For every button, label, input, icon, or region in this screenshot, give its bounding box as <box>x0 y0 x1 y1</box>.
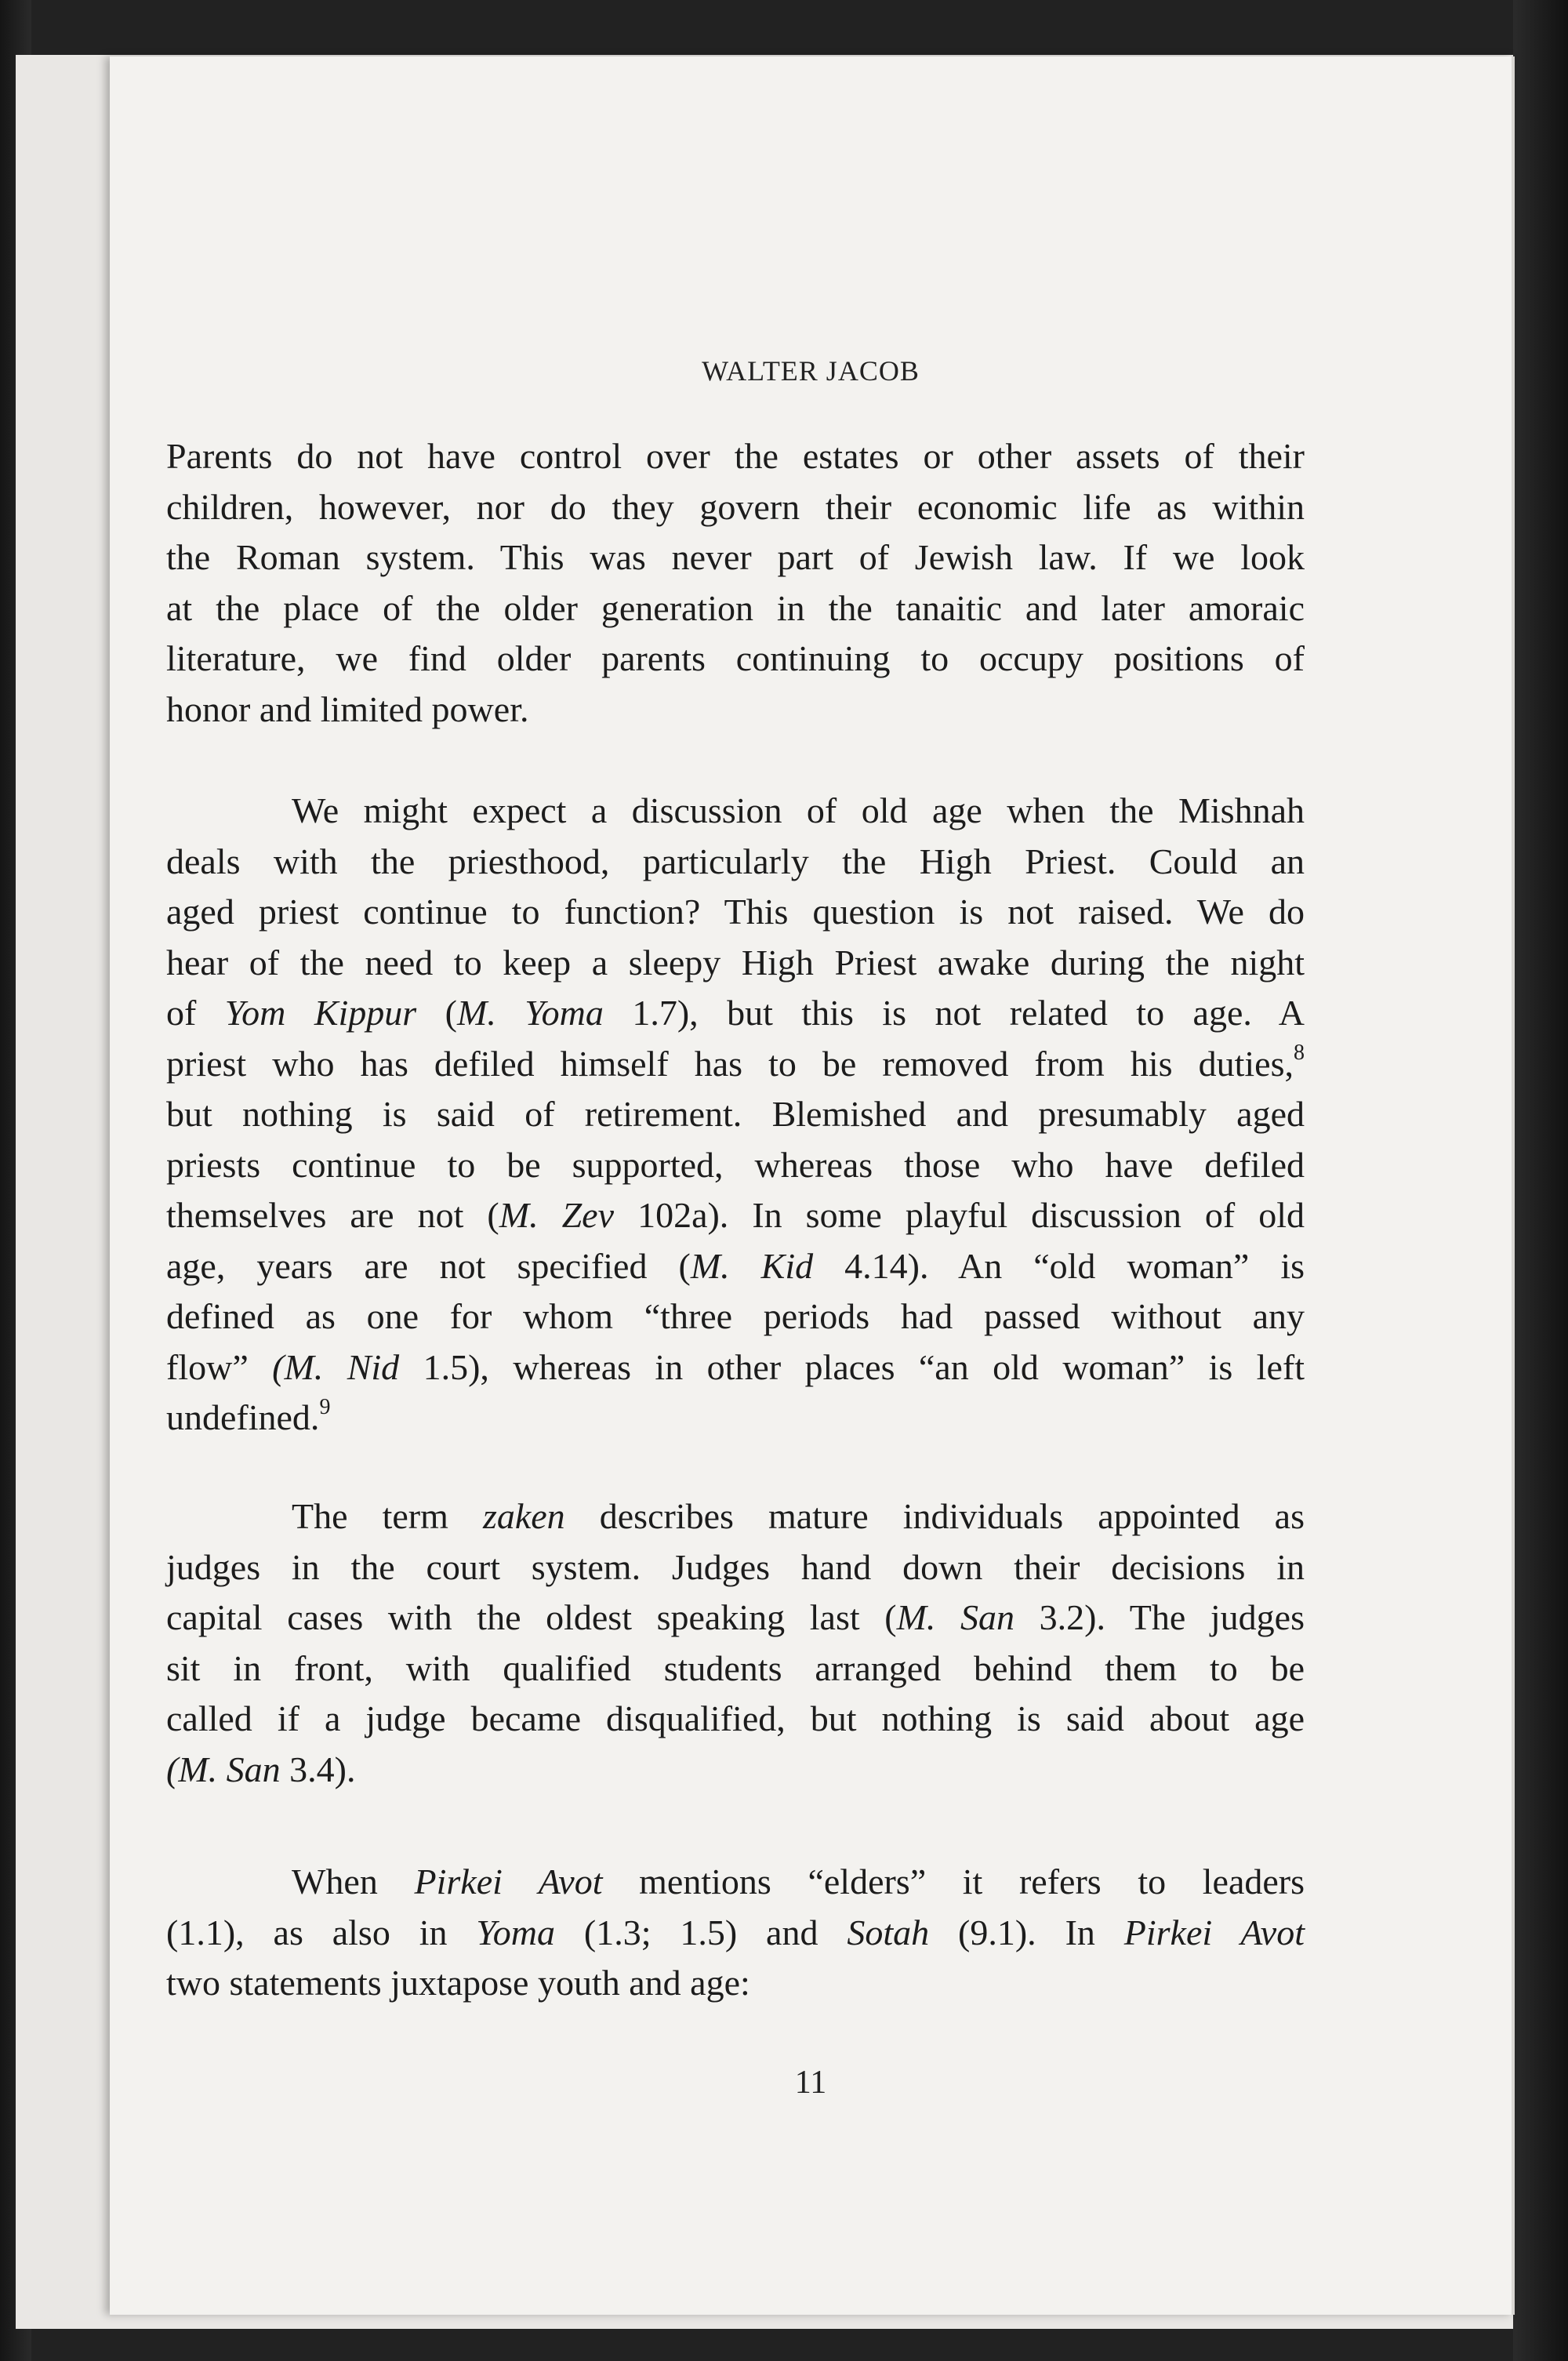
text-line <box>166 1393 1305 1444</box>
italic-title: Yom Kippur <box>224 993 417 1033</box>
text-line: the Roman system. This was never part of Jewish law. If we look <box>166 537 1305 577</box>
footnote-marker: 9 <box>319 1394 331 1419</box>
text-line <box>166 1342 1305 1393</box>
text-line: sit in front, with qualified students arranged behind them to be <box>166 1647 1305 1688</box>
text-line <box>166 1241 1305 1292</box>
italic-title: Sotah <box>847 1912 930 1952</box>
italic-title: Pirkei Avot <box>414 1862 603 1902</box>
paragraph-3 <box>166 1491 1305 1795</box>
page-number: 11 <box>794 2065 827 2101</box>
text-run: ( <box>416 993 458 1033</box>
text-line: literature, we find older parents continuing to occupy positions of <box>166 638 1305 678</box>
text-line <box>166 1491 1305 1542</box>
text-line: deals with the priesthood, particularly the High Priest. Could an <box>166 841 1305 881</box>
text-run: 102a). In some playful discussion of old <box>614 1195 1305 1235</box>
text-run: undefined. <box>166 1397 320 1437</box>
text-run: (1.3; 1.5) and <box>554 1912 848 1952</box>
text-line: but nothing is said of retirement. Blemished and presumably aged <box>166 1094 1305 1134</box>
paragraph-1 <box>166 431 1305 735</box>
italic-title: Pirkei Avot <box>1123 1912 1305 1952</box>
text-run: priest who has defiled himself has to be removed from his duties, <box>166 1043 1294 1084</box>
text-line: at the place of the older generation in the tanaitic and later amoraic <box>166 587 1305 628</box>
italic-citation: M. Yoma <box>457 993 604 1033</box>
text-run: of <box>166 993 225 1033</box>
paragraph-2 <box>166 786 1305 1444</box>
text-run: themselves are not ( <box>166 1195 499 1235</box>
text-line <box>166 1908 1305 1959</box>
footnote-marker: 8 <box>1294 1041 1305 1066</box>
text-run: capital cases with the oldest speaking last ( <box>166 1597 897 1637</box>
text-run: 3.2). The judges <box>1014 1597 1305 1637</box>
italic-citation: M. Zev <box>499 1195 615 1235</box>
text-run: (1.1), as also in <box>166 1912 477 1952</box>
text-run: describes mature individuals appointed as <box>564 1496 1305 1536</box>
italic-term: zaken <box>482 1496 565 1536</box>
paragraph-4 <box>166 1857 1305 2009</box>
italic-title: Yoma <box>476 1912 555 1952</box>
text-line <box>166 1593 1305 1644</box>
text-run: 1.7), but this is not related to age. A <box>603 993 1305 1033</box>
text-line <box>166 1190 1305 1241</box>
italic-citation: M. San <box>896 1597 1015 1637</box>
text-line: We might expect a discussion of old age when the Mishnah <box>292 790 1305 830</box>
text-run: 1.5), whereas in other places “an old woman” is left <box>399 1346 1305 1387</box>
dark-background-edge <box>1513 0 1568 2361</box>
text-line <box>166 1745 1305 1796</box>
text-run: flow” <box>166 1346 273 1387</box>
text-line <box>166 1039 1305 1090</box>
running-header: WALTER JACOB <box>702 355 920 387</box>
text-line: honor and limited power. <box>166 688 529 729</box>
italic-citation: (M. San <box>166 1749 281 1789</box>
text-line: defined as one for whom “three periods had passed without any <box>166 1296 1305 1336</box>
text-run: The term <box>292 1496 483 1536</box>
italic-citation: M. Kid <box>690 1245 814 1286</box>
text-line <box>166 988 1305 1039</box>
italic-citation: (M. Nid <box>272 1346 400 1387</box>
text-line <box>166 1857 1305 1908</box>
text-line: children, however, nor do they govern their economic life as within <box>166 486 1305 527</box>
text-run: When <box>292 1862 415 1902</box>
text-line: hear of the need to keep a sleepy High Priest awake during the night <box>166 942 1305 983</box>
text-line: priests continue to be supported, whereas those who have defiled <box>166 1144 1305 1185</box>
text-run: mentions “elders” it refers to leaders <box>602 1862 1305 1902</box>
text-run: 3.4). <box>280 1749 356 1789</box>
text-run: 4.14). An “old woman” is <box>813 1245 1305 1286</box>
text-line: two statements juxtapose youth and age: <box>166 1963 750 2003</box>
page-sheet <box>110 56 1515 2315</box>
text-line: aged priest continue to function? This question is not raised. We do <box>166 892 1305 932</box>
text-run: age, years are not specified ( <box>166 1245 691 1286</box>
text-run: (9.1). In <box>929 1912 1124 1952</box>
text-line: Parents do not have control over the estates or other assets of their <box>166 436 1305 476</box>
text-line: called if a judge became disqualified, but nothing is said about age <box>166 1698 1305 1738</box>
text-line: judges in the court system. Judges hand down their decisions in <box>166 1546 1305 1587</box>
